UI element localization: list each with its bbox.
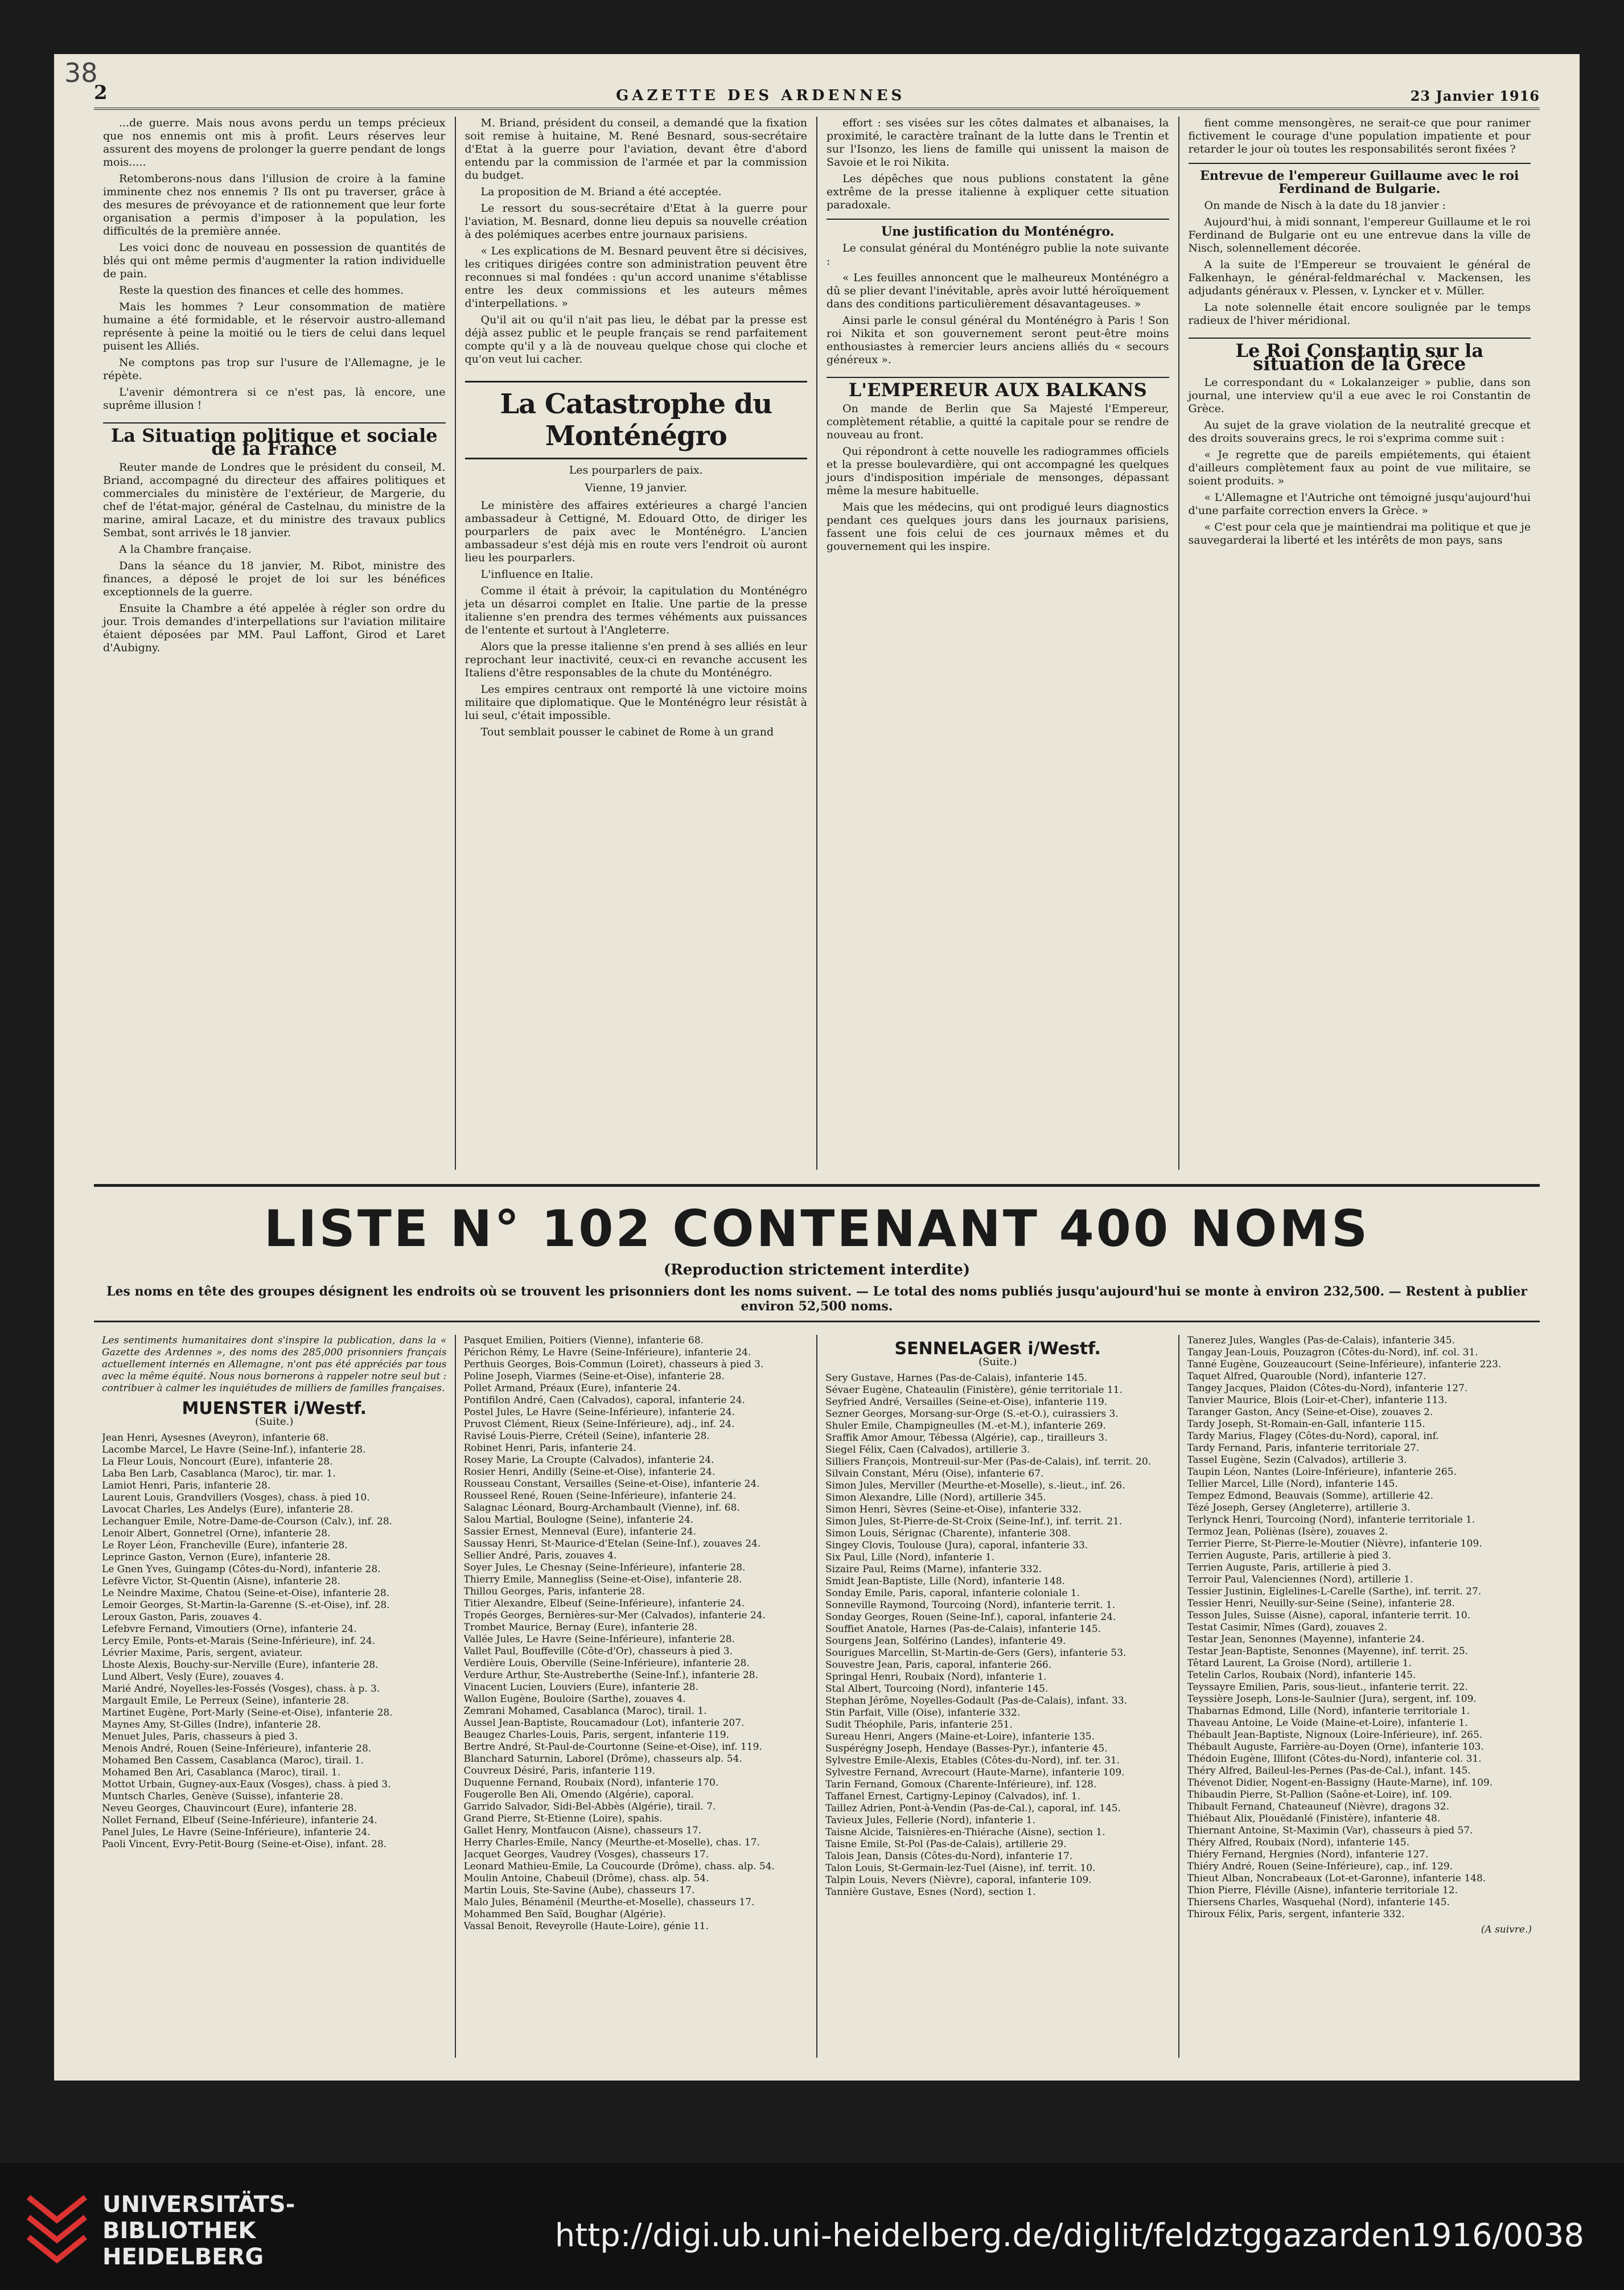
list-item: Laurent Louis, Grandvillers (Vosges), chass. à pied 10. — [102, 1492, 370, 1503]
list-item: Tardy Fernand, Paris, infanterie territoriale 27. — [1187, 1442, 1420, 1454]
list-item: Thieut Alban, Noncrabeaux (Lot-et-Garonne), infanterie 148. — [1187, 1873, 1486, 1884]
list-item: Malo Jules, Bénaménil (Meurthe-et-Moselle), chasseurs 17. — [463, 1897, 755, 1908]
list-item: Thiéry Fernand, Hergnies (Nord), infanterie 127. — [1187, 1849, 1429, 1860]
list-item: Tesson Jules, Suisse (Aisne), caporal, infanterie territ. 10. — [1187, 1610, 1471, 1621]
list-item: Lefèvre Victor, St-Quentin (Aisne), infanterie 28. — [102, 1576, 340, 1587]
list-item: Testat Casimir, Nîmes (Gard), zouaves 2. — [1187, 1622, 1388, 1633]
list-item: Sassier Ernest, Menneval (Eure), infanterie 24. — [463, 1526, 697, 1537]
paragraph: Les dépêches que nous publions constatent la gêne extrême de la presse italienne à expliquer cette situation paradoxale. — [827, 172, 1169, 211]
list-item: Rousseau Constant, Versailles (Seine-et-Oise), infanterie 24. — [463, 1478, 760, 1490]
list-item: Tellier Marcel, Lille (Nord), infanterie 145. — [1187, 1478, 1398, 1490]
list-item: Stin Parfait, Ville (Oise), infanterie 332. — [825, 1707, 1021, 1718]
list-item: Tropés Georges, Bernières-sur-Mer (Calvados), infanterie 24. — [463, 1610, 766, 1621]
article-columns — [94, 117, 1540, 1170]
paragraph: Mais que les médecins, qui ont prodigué leurs diagnostics pendant ces quelques jours dans les journaux parisiens, fassent une fois celui de ces journaux mêmes et du gouvernement qui les inspire. — [827, 501, 1169, 553]
list-item: Taisne Alcide, Taisnières-en-Thiérache (Aisne), section 1. — [825, 1827, 1105, 1838]
list-item: Tessier Justinin, Eiglelines-L-Carelle (Sarthe), inf. territ. 27. — [1187, 1586, 1482, 1597]
list-item: Souffiet Anatole, Harnes (Pas-de-Calais), infanterie 145. — [825, 1623, 1101, 1635]
list-item: Thabarnas Edmond, Lille (Nord), infanterie territoriale 1. — [1187, 1705, 1470, 1717]
university-line-3: HEIDELBERG — [102, 2244, 264, 2270]
list-item: Thébault Jean-Baptiste, Nignoux (Loire-Inférieure), inf. 265. — [1187, 1729, 1483, 1741]
list-item: Thiéry André, Rouen (Seine-Inférieure), cap., inf. 129. — [1187, 1861, 1453, 1872]
list-item: Thébault Auguste, Farrière-au-Doyen (Orne), infanterie 103. — [1187, 1741, 1484, 1753]
list-item: Verdière Louis, Oberville (Seine-Inférieure), infanterie 28. — [463, 1658, 750, 1669]
list-item: Tardy Marius, Flagey (Côtes-du-Nord), caporal, inf. — [1187, 1430, 1439, 1442]
paragraph: M. Briand, président du conseil, a demandé que la fixation soit remise à huitaine, M. René Besnard, sous-secrétaire d'Etat à la guerre pour l'aviation, devant être d'abord entendu par la commission de l'armée et par la commission du budget. — [464, 117, 807, 182]
list-item: Duquenne Fernand, Roubaix (Nord), infanterie 170. — [463, 1777, 719, 1789]
list-item: Jean Henri, Aysesnes (Aveyron), infanterie 68. — [102, 1432, 329, 1444]
paragraph: Les voici donc de nouveau en possession de quantités de blés qui ont même permis d'augmenter la ration individuelle de pain. — [103, 241, 446, 280]
list-item: Lacombe Marcel, Le Havre (Seine-Inf.), infanterie 28. — [102, 1444, 366, 1456]
list-item: Springal Henri, Roubaix (Nord), infanterie 1. — [825, 1671, 1047, 1683]
list-item: Tanvier Maurice, Blois (Loir-et-Cher), infanterie 113. — [1187, 1395, 1448, 1406]
paragraph: Ensuite la Chambre a été appelée à régler son ordre du jour. Trois demandes d'interpellations sur l'aviation militaire étaient déposées par MM. Paul Laffont, Girod et Laret d'Aubigny. — [103, 602, 446, 654]
list-item: Marié André, Noyelles-les-Fossés (Vosges), chass. à p. 3. — [102, 1683, 380, 1695]
list-item: Bertre André, St-Paul-de-Courtonne (Seine-et-Oise), inf. 119. — [463, 1741, 762, 1753]
list-item: Sraffik Amor Amour, Tébessa (Algérie), cap., tirailleurs 3. — [825, 1432, 1108, 1444]
list-item: Lefebvre Fernand, Vimoutiers (Orne), infanterie 24. — [102, 1623, 357, 1635]
list-item: Teyssayre Emilien, Paris, sous-lieut., infanterie territ. 22. — [1187, 1681, 1468, 1693]
list-intro: Les sentiments humanitaires dont s'inspire la publication, dans la « Gazette des Ardennes », des noms des 285,000 prisonniers français actuellement internés en Allemagne, n'ont pas été appréciés par tous avec la même équité. Nous nous bornerons à rappeler notre seul but : contribuer à calmer les inquiétudes de milliers de familles françaises. — [102, 1335, 447, 1394]
paragraph: Alors que la presse italienne s'en prend à ses alliés en leur reprochant leur inactivité, ceux-ci en revanche accusent les Italiens d'être responsables de la chute du Monténégro. — [464, 640, 807, 679]
article-subheading: Les pourparlers de paix. — [569, 464, 703, 476]
paragraph: Le correspondant du « Lokalanzeiger » publie, dans son journal, une interview qu'il a eue avec le roi Constantin de Grèce. — [1188, 376, 1531, 415]
list-item: Talon Louis, St-Germain-lez-Tuel (Aisne), inf. territ. 10. — [825, 1863, 1096, 1874]
list-item: Thévenot Didier, Nogent-en-Bassigny (Haute-Marne), inf. 109. — [1187, 1777, 1493, 1789]
paragraph: Reuter mande de Londres que le président du conseil, M. Briand, accompagné du directeur des affaires politiques et commerciales du ministère de l'extérieur, de Margerie, du chef de l'état-major, général de Castelnau, du ministre de la marine, amiral Lacaze, et du ministre des travaux publics Sembat, sont arrivés le 18 janvier. — [103, 461, 446, 539]
list-item: Termoz Jean, Poliènas (Isère), zouaves 2. — [1187, 1526, 1388, 1537]
article-headline: La Catastrophe du Monténégro — [465, 381, 808, 459]
paragraph: L'influence en Italie. — [480, 568, 594, 581]
list-item: Taffanel Ernest, Cartigny-Lepinoy (Calvados), inf. 1. — [825, 1791, 1081, 1802]
paragraph: Dans la séance du 18 janvier, M. Ribot, ministre des finances, a déposé le projet de loi sur les bénéfices exceptionnels de la guerre. — [103, 560, 446, 598]
list-item: Menuet Jules, Paris, chasseurs à pied 3. — [102, 1731, 298, 1742]
list-item: Le Royer Léon, Francheville (Eure), infanterie 28. — [102, 1540, 348, 1551]
section-heading: Une justification du Monténégro. — [827, 219, 1169, 239]
paragraph: « Les explications de M. Besnard peuvent être si décisives, les critiques dirigées contre son administration peuvent être reconnues si mal fondées : qu'un accord unanime s'établisse entre les deux commissions et les auteurs mêmes d'interpellations. » — [464, 245, 807, 310]
list-item: Sourgens Jean, Solférino (Landes), infanterie 49. — [825, 1635, 1066, 1647]
list-item: Herry Charles-Emile, Nancy (Meurthe-et-Moselle), chas. 17. — [463, 1837, 760, 1848]
list-item: Vallée Jules, Le Havre (Seine-Inférieure), infanterie 28. — [463, 1634, 735, 1645]
list-item: Jacquet Georges, Vaudrey (Vosges), chasseurs 17. — [463, 1849, 709, 1860]
paragraph: Tout semblait pousser le cabinet de Rome à un grand — [480, 726, 774, 738]
paragraph: On mande de Berlin que Sa Majesté l'Empereur, complètement rétablie, a quitté la capitale pour se rendre de nouveau au front. — [827, 402, 1169, 441]
list-item: Talpin Louis, Nevers (Nièvre), caporal, infanterie 109. — [825, 1874, 1092, 1886]
list-item: Neveu Georges, Chauvincourt (Eure), infanterie 28. — [102, 1803, 357, 1814]
list-item: Terroir Paul, Valenciennes (Nord), artillerie 1. — [1187, 1574, 1413, 1585]
list-item: Lévrier Maxime, Paris, sergent, aviateur. — [102, 1647, 303, 1659]
prisoner-list-columns — [94, 1335, 1540, 2058]
list-item: Postel Jules, Le Havre (Seine-Inférieure), infanterie 24. — [463, 1407, 735, 1418]
list-item: Couvreux Désiré, Paris, infanterie 119. — [463, 1765, 655, 1777]
list-item: Silvain Constant, Méru (Oise), infanterie 67. — [825, 1468, 1044, 1479]
list-item: Lercy Emile, Ponts-et-Marais (Seine-Inférieure), inf. 24. — [102, 1635, 376, 1647]
university-line-1: UNIVERSITÄTS- — [102, 2192, 295, 2218]
list-column-2 — [456, 1335, 818, 2058]
list-item: Blanchard Saturnin, Laborel (Drôme), chasseurs alp. 54. — [463, 1753, 742, 1765]
list-item: Thillou Georges, Paris, infanterie 28. — [463, 1586, 645, 1597]
list-item: Suspérégny Joseph, Hendaye (Basses-Pyr.), infanterie 45. — [825, 1743, 1108, 1754]
source-url-link[interactable]: http://digi.ub.uni-heidelberg.de/diglit/feldztggazarden1916/0038 — [554, 2217, 1584, 2254]
list-item: Pruvost Clément, Rieux (Seine-Inférieure), adj., inf. 24. — [463, 1419, 735, 1430]
paragraph: Reste la question des finances et celle des hommes. — [119, 284, 404, 297]
continued-label: (Suite.) — [978, 1356, 1017, 1368]
continued-label: (Suite.) — [255, 1416, 294, 1428]
list-item: Tangay Jean-Louis, Pouzagron (Côtes-du-Nord), inf. col. 31. — [1187, 1347, 1478, 1358]
paragraph: effort : ses visées sur les côtes dalmates et albanaises, la proximité, le caractère traînant de la lutte dans le Trentin et sur l'Isonzo, les liens de famille qui unissent la maison de Savoie et le roi Nikita. — [827, 117, 1169, 168]
paragraph: A la Chambre française. — [119, 543, 252, 556]
list-item: Thiébaut Alix, Plouëdanlé (Finistère), infanterie 48. — [1187, 1813, 1441, 1824]
list-item: Le Neindre Maxime, Chatou (Seine-et-Oise), infanterie 28. — [102, 1588, 390, 1599]
list-item: Simon Jules, Merviller (Meurthe-et-Moselle), s.-lieut., inf. 26. — [825, 1480, 1125, 1491]
list-item: Tempez Edmond, Beauvais (Somme), artillerie 42. — [1187, 1490, 1434, 1502]
list-item: Sezner Georges, Morsang-sur-Orge (S.-et-O.), cuirassiers 3. — [825, 1408, 1119, 1420]
list-item: Tetelin Carlos, Roubaix (Nord), infanterie 145. — [1187, 1670, 1416, 1681]
list-item: Simon Jules, St-Pierre-de-St-Croix (Seine-Inf.), inf. territ. 21. — [825, 1516, 1123, 1527]
list-item: Souvestre Jean, Paris, caporal, infanterie 266. — [825, 1659, 1052, 1671]
list-item: Stal Albert, Tourcoing (Nord), infanterie 145. — [825, 1683, 1049, 1695]
page-header — [94, 81, 1540, 110]
list-item: Salagnac Léonard, Bourg-Archambault (Vienne), inf. 68. — [463, 1502, 740, 1514]
list-column-4 — [1179, 1335, 1540, 2058]
list-item: Stephan Jérôme, Noyelles-Godault (Pas-de-Calais), infant. 33. — [825, 1695, 1128, 1707]
column-1 — [94, 117, 456, 1170]
list-item: Sureau Henri, Angers (Maine-et-Loire), infanterie 135. — [825, 1731, 1095, 1742]
library-footer — [0, 2163, 1624, 2290]
list-item: Le Gnen Yves, Guingamp (Côtes-du-Nord), infanterie 28. — [102, 1564, 381, 1575]
dateline: Vienne, 19 janvier. — [585, 482, 687, 494]
section-heading: La Situation politique et sociale de la France — [103, 422, 446, 455]
list-item: Martinet Eugène, Port-Marly (Seine-et-Oise), infanterie 28. — [102, 1707, 393, 1718]
list-item: Smidt Jean-Baptiste, Lille (Nord), infanterie 148. — [825, 1576, 1066, 1587]
list-item: Thiersens Charles, Wasquehal (Nord), infanterie 145. — [1187, 1897, 1450, 1908]
column-3 — [817, 117, 1179, 1170]
paragraph: L'avenir démontrera si ce n'est pas, là encore, une suprême illusion ! — [103, 386, 446, 412]
list-item: Mohamed Ben Ari, Casablanca (Maroc), tirail. 1. — [102, 1767, 341, 1778]
paragraph: Qu'il ait ou qu'il n'ait pas lieu, le débat par la presse est déjà assez public et le peuple français se rend parfaitement compte qu'il y a là de nouveau quelque chose qui cloche et qu'on veut lui cacher. — [464, 314, 807, 365]
list-item: Sery Gustave, Harnes (Pas-de-Calais), infanterie 145. — [825, 1372, 1088, 1384]
list-item: Vassal Benoit, Reveyrolle (Haute-Loire), génie 11. — [463, 1921, 709, 1932]
list-item: Wallon Eugène, Bouloire (Sarthe), zouaves 4. — [463, 1693, 686, 1705]
list-item: Rousseel René, Rouen (Seine-Inférieure), infanterie 24. — [463, 1490, 737, 1502]
list-item: Garrido Salvador, Sidi-Bel-Abbès (Algérie), tirail. 7. — [463, 1801, 716, 1812]
camp-heading: MUENSTER i/Westf. — [182, 1399, 367, 1419]
list-item: Simon Henri, Sèvres (Seine-et-Oise), infanterie 332. — [825, 1504, 1082, 1515]
list-item: Saussay Henri, St-Maurice-d'Etelan (Seine-Inf.), zouaves 24. — [463, 1538, 761, 1549]
list-item: Menois André, Rouen (Seine-Inférieure), infanterie 28. — [102, 1743, 372, 1754]
list-item: Taranger Gaston, Ancy (Seine-et-Oise), zouaves 2. — [1187, 1407, 1433, 1418]
list-item: Lamiot Henri, Paris, infanterie 28. — [102, 1480, 271, 1491]
list-title: LISTE N° 102 CONTENANT 400 NOMS — [264, 1199, 1370, 1258]
list-item: Thédoin Eugène, Illifont (Côtes-du-Nord), infanterie col. 31. — [1187, 1753, 1482, 1765]
list-item: Sylvestre Fernand, Avrecourt (Haute-Marne), infanterie 109. — [825, 1767, 1125, 1778]
paragraph: Qui répondront à cette nouvelle les radiogrammes officiels et la presse boulevardière, qui ont accompagné les quelques jours d'indisposition impériale de mensonges, dépassant même la mesure habituelle. — [827, 445, 1169, 497]
list-item: Mohamed Ben Cassem, Casablanca (Maroc), tirail. 1. — [102, 1755, 364, 1766]
list-item: Lechanguer Emile, Notre-Dame-de-Courson (Calv.), inf. 28. — [102, 1516, 393, 1527]
list-item: Robinet Henri, Paris, infanterie 24. — [463, 1442, 636, 1454]
list-item: Titier Alexandre, Elbeuf (Seine-Inférieure), infanterie 24. — [463, 1598, 745, 1609]
section-heading: Entrevue de l'empereur Guillaume avec le roi Ferdinand de Bulgarie. — [1189, 163, 1531, 196]
paragraph: Le consulat général du Monténégro publie la note suivante : — [827, 242, 1169, 268]
list-item: Lemoir Georges, St-Martin-la-Garenne (S.-et-Oise), inf. 28. — [102, 1600, 390, 1611]
list-item: Pasquet Emilien, Poitiers (Vienne), infanterie 68. — [463, 1335, 704, 1346]
list-item: Thiroux Félix, Paris, sergent, infanterie 332. — [1187, 1909, 1405, 1920]
paragraph: A la suite de l'Empereur se trouvaient le général de Falkenhayn, le général-feldmaréchal v. Mackensen, les adjudants généraux v. Plessen, v. Lyncker et v. Müller. — [1188, 258, 1531, 297]
paragraph: Ne comptons pas trop sur l'usure de l'Allemagne, je le répète. — [103, 356, 446, 382]
paragraph: On mande de Nisch à la date du 18 janvier : — [1204, 199, 1446, 212]
list-item: Muntsch Charles, Genève (Suisse), infanterie 28. — [102, 1791, 344, 1802]
paragraph: Mais les hommes ? Leur consommation de matière humaine a été formidable, et le réservoir austro-allemand représente à peine la moitié ou le tiers de celui dans lequel puisent les Alliés. — [103, 301, 446, 352]
list-item: Sévaer Eugène, Chateaulin (Finistère), génie territoriale 11. — [825, 1384, 1123, 1396]
issue-date: 23 Janvier 1916 — [1410, 88, 1540, 104]
list-item: Tézé Joseph, Gersey (Angleterre), artillerie 3. — [1187, 1502, 1411, 1514]
list-item: Sudit Théophile, Paris, infanterie 251. — [825, 1719, 1013, 1730]
list-item: Tardy Joseph, St-Romain-en-Gall, infanterie 115. — [1187, 1419, 1425, 1430]
list-item: Lenoir Albert, Gonnetrel (Orne), infanterie 28. — [102, 1528, 331, 1539]
list-item: Tassel Eugène, Sezin (Calvados), artillerie 3. — [1187, 1454, 1407, 1466]
list-item: Thion Pierre, Fléville (Aisne), infanterie territoriale 12. — [1187, 1885, 1458, 1896]
list-item: Terrien Auguste, Paris, artillerie à pied 3. — [1187, 1562, 1391, 1573]
list-item: Théry Alfred, Baileul-les-Pernes (Pas-de-Cal.), infant. 145. — [1187, 1765, 1471, 1777]
list-item: Sonneville Raymond, Tourcoing (Nord), infanterie territ. 1. — [825, 1600, 1116, 1611]
list-item: Verdure Arthur, Ste-Austreberthe (Seine-Inf.), infanterie 28. — [463, 1670, 759, 1681]
to-be-continued: (A suivre.) — [1481, 1924, 1532, 1935]
list-item: Zemrani Mohamed, Casablanca (Maroc), tirail. 1. — [463, 1705, 707, 1717]
paragraph: Les empires centraux ont remporté là une victoire moins militaire que diplomatique. Que le Monténégro leur résistât à lui seul, c'était impossible. — [464, 683, 807, 722]
list-item: Taisne Emile, St-Pol (Pas-de-Calais), artillerie 29. — [825, 1839, 1067, 1850]
list-item: Gallet Henry, Montfaucon (Aisne), chasseurs 17. — [463, 1825, 702, 1836]
list-item: Tarin Fernand, Gomoux (Charente-Inférieure), inf. 128. — [825, 1779, 1097, 1790]
list-item: Margault Emile, Le Perreux (Seine), infanterie 28. — [102, 1695, 350, 1707]
list-item: Rosey Marie, La Croupte (Calvados), infanterie 24. — [463, 1454, 714, 1466]
list-item: Tanerez Jules, Wangles (Pas-de-Calais), infanterie 345. — [1187, 1335, 1456, 1346]
list-item: Talois Jean, Dansis (Côtes-du-Nord), infanterie 17. — [825, 1851, 1073, 1862]
paragraph: fient comme mensongères, ne serait-ce que pour ranimer fictivement le courage d'une population impatiente et pour retarder le jour où toutes les responsabilités seront fixées ? — [1188, 117, 1531, 155]
list-item: Moulin Antoine, Chabeuil (Drôme), chass. alp. 54. — [463, 1873, 709, 1884]
paragraph: « C'est pour cela que je maintiendrai ma politique et que je sauvegarderai la liberté et les intérêts de mon pays, sans — [1188, 521, 1531, 546]
list-item: Thiernant Antoine, St-Maximin (Var), chasseurs à pied 57. — [1187, 1825, 1473, 1836]
list-item: Poline Joseph, Viarmes (Seine-et-Oise), infanterie 28. — [463, 1371, 725, 1382]
list-item: Thierry Emile, Mannegliss (Seine-et-Oise), infanterie 28. — [463, 1574, 742, 1585]
list-item: Tangey Jacques, Plaidon (Côtes-du-Nord), infanterie 127. — [1187, 1383, 1468, 1394]
list-item: Tavieux Jules, Fellerie (Nord), infanterie 1. — [825, 1815, 1035, 1826]
university-name — [102, 2192, 295, 2270]
list-item: Pontifilon André, Caen (Calvados), caporal, infanterie 24. — [463, 1395, 745, 1406]
list-item: Thibaudin Pierre, St-Pallion (Saône-et-Loire), inf. 109. — [1187, 1789, 1453, 1800]
list-item: Sourigues Marcellin, St-Martin-de-Gers (Gers), infanterie 53. — [825, 1647, 1126, 1659]
list-item: Tanné Eugène, Gouzeaucourt (Seine-Inférieure), infanterie 223. — [1187, 1359, 1502, 1370]
paragraph: Retomberons-nous dans l'illusion de croire à la famine imminente chez nos ennemis ? Ils ont pu traverser, grâce à des mesures de prévoyance et de rationnement que leur forte organisation a permis d'imposer à la population, les difficultés de la première année. — [103, 172, 446, 237]
list-item: Soyer Jules, Le Chesnay (Seine-Inférieure), infanterie 28. — [463, 1562, 746, 1573]
list-item: Leroux Gaston, Paris, zouaves 4. — [102, 1611, 262, 1623]
newspaper-page — [54, 54, 1580, 2081]
list-item: Simon Alexandre, Lille (Nord), artillerie 345. — [825, 1492, 1046, 1503]
list-item: Périchon Rémy, Le Havre (Seine-Inférieure), infanterie 24. — [463, 1347, 751, 1358]
list-item: Vallet Paul, Bouffeville (Côte-d'Or), chasseurs à pied 3. — [463, 1646, 733, 1657]
list-item: Beaugez Charles-Louis, Paris, sergent, infanterie 119. — [463, 1729, 729, 1741]
list-item: Perthuis Georges, Bois-Commun (Loiret), chasseurs à pied 3. — [463, 1359, 764, 1370]
list-item: Teyssière Joseph, Lons-le-Saulnier (Jura), sergent, inf. 109. — [1187, 1693, 1477, 1705]
paragraph: Au sujet de la grave violation de la neutralité grecque et des droits souverains grecs, le roi s'exprima comme suit : — [1188, 419, 1531, 445]
list-item: Testar Jean-Baptiste, Senonnes (Mayenne), inf. territ. 25. — [1187, 1646, 1469, 1657]
list-item: Singey Clovis, Toulouse (Jura), caporal, infanterie 33. — [825, 1540, 1088, 1551]
list-column-1 — [94, 1335, 456, 2058]
list-item: Terlynck Henri, Tourcoing (Nord), infanterie territoriale 1. — [1187, 1514, 1475, 1526]
camp-heading: SENNELAGER i/Westf. — [894, 1339, 1101, 1359]
university-line-2: BIBLIOTHEK — [102, 2218, 256, 2244]
list-item: Leprince Gaston, Vernon (Eure), infanterie 28. — [102, 1552, 331, 1563]
list-item: Maynes Amy, St-Gilles (Indre), infanterie 28. — [102, 1719, 321, 1730]
list-item: Terrien Auguste, Paris, artillerie à pied 3. — [1187, 1550, 1391, 1561]
paragraph: La proposition de M. Briand a été acceptée. — [480, 186, 722, 198]
list-item: Tannière Gustave, Esnes (Nord), section 1. — [825, 1886, 1036, 1898]
list-item: Silliers François, Montreuil-sur-Mer (Pas-de-Calais), inf. territ. 20. — [825, 1456, 1152, 1467]
list-item: Rosier Henri, Andilly (Seine-et-Oise), infanterie 24. — [463, 1466, 716, 1478]
list-item: Salou Martial, Boulogne (Seine), infanterie 24. — [463, 1514, 694, 1526]
paragraph: ...de guerre. Mais nous avons perdu un temps précieux que nos ennemis ont mis à profit. Leurs réserves leur assurent des moyens de prolonger la guerre pendant de longs mois..... — [103, 117, 446, 168]
list-item: Pollet Armand, Préaux (Eure), infanterie 24. — [463, 1383, 681, 1394]
list-item: Nollet Fernand, Elbeuf (Seine-Inférieure), infanterie 24. — [102, 1815, 377, 1826]
article-headline: L'EMPEREUR AUX BALKANS — [827, 377, 1169, 397]
paragraph: La note solennelle était encore soulignée par le temps radieux de l'hiver méridional. — [1188, 301, 1531, 327]
list-item: Thaveau Antoine, Le Voide (Maine-et-Loire), infanterie 1. — [1187, 1717, 1468, 1729]
list-item: Lavocat Charles, Les Andelys (Eure), infanterie 28. — [102, 1504, 353, 1515]
list-item: Panel Jules, Le Havre (Seine-Inférieure), infanterie 24. — [102, 1827, 371, 1838]
list-item: Taquet Alfred, Quarouble (Nord), infanterie 127. — [1187, 1371, 1426, 1382]
prisoner-list-header — [94, 1184, 1540, 1322]
list-item: Seyfried André, Versailles (Seine-et-Oise), infanterie 119. — [825, 1396, 1108, 1408]
paragraph: « Les feuilles annoncent que le malheureux Monténégro a dû se plier devant l'inévitable, après avoir lutté héroïquement dans des conditions particulièrement désavantageuses. » — [827, 272, 1169, 310]
list-item: Grand Pierre, St-Etienne (Loire), spahis. — [463, 1813, 663, 1824]
list-item: Martin Louis, Ste-Savine (Aube), chasseurs 17. — [463, 1885, 695, 1896]
column-4 — [1179, 117, 1540, 1170]
university-logo-icon — [17, 2186, 97, 2271]
list-item: Leonard Mathieu-Emile, La Coucourde (Drôme), chass. alp. 54. — [463, 1861, 775, 1872]
list-item: Siegel Félix, Caen (Calvados), artillerie 3. — [825, 1444, 1030, 1456]
list-item: Sonday Emile, Paris, caporal, infanterie coloniale 1. — [825, 1588, 1080, 1599]
paragraph: Comme il était à prévoir, la capitulation du Monténégro jeta un désarroi complet en Italie. Une partie de la presse italienne s'en prendra des termes véhéments aux puissances de l'entente et surtout à l'Angleterre. — [464, 585, 807, 636]
paragraph: Aujourd'hui, à midi sonnant, l'empereur Guillaume et le roi Ferdinand de Bulgarie ont eu une entrevue dans la ville de Nisch, solennellement décorée. — [1188, 216, 1531, 254]
list-item: Shuler Emile, Champigneulles (M.-et-M.), infanterie 269. — [825, 1420, 1106, 1432]
list-item: Laba Ben Larb, Casablanca (Maroc), tir. mar. 1. — [102, 1468, 336, 1479]
list-item: Sonday Georges, Rouen (Seine-Inf.), caporal, infanterie 24. — [825, 1611, 1116, 1623]
list-item: Lund Albert, Vesly (Eure), zouaves 4. — [102, 1671, 284, 1683]
list-item: Fougerolle Ben Ali, Omendo (Algérie), caporal. — [463, 1789, 694, 1800]
list-item: Théry Alfred, Roubaix (Nord), infanterie 145. — [1187, 1837, 1410, 1848]
list-item: Vinacent Lucien, Louviers (Eure), infanterie 28. — [463, 1681, 698, 1693]
list-item: Terrier Pierre, St-Pierre-le-Moutier (Nièvre), infanterie 109. — [1187, 1538, 1482, 1549]
list-item: Taillez Adrien, Pont-à-Vendin (Pas-de-Cal.), caporal, inf. 145. — [825, 1803, 1121, 1814]
column-2 — [456, 117, 818, 1170]
list-item: Sizaire Paul, Reims (Marne), infanterie 332. — [825, 1564, 1042, 1575]
list-item: Lhoste Alexis, Bouchy-sur-Nerville (Eure), infanterie 28. — [102, 1659, 379, 1671]
masthead: GAZETTE DES ARDENNES — [616, 87, 906, 104]
list-item: Paoli Vincent, Evry-Petit-Bourg (Seine-et-Oise), infant. 28. — [102, 1839, 387, 1850]
list-item: Sylvestre Emile-Alexis, Etables (Côtes-du-Nord), inf. ter. 31. — [825, 1755, 1120, 1766]
paragraph: « L'Allemagne et l'Autriche ont témoigné jusqu'aujourd'hui d'une parfaite correction envers la Grèce. » — [1188, 491, 1531, 517]
list-item: Mohammed Ben Saïd, Boughar (Algérie). — [463, 1909, 666, 1920]
list-item: Aussel Jean-Baptiste, Roucamadour (Lot), infanterie 207. — [463, 1717, 745, 1729]
list-item: Sellier André, Paris, zouaves 4. — [463, 1550, 617, 1561]
list-item: La Fleur Louis, Noncourt (Eure), infanterie 28. — [102, 1456, 333, 1467]
paragraph: Ainsi parle le consul général du Monténégro à Paris ! Son roi Nikita et son gouvernement seront peut-être moins enthousiastes à remercier leurs anciens alliés du « secours généreux ». — [827, 314, 1169, 366]
list-item: Tessier Henri, Neuilly-sur-Seine (Seine), infanterie 28. — [1187, 1598, 1455, 1609]
list-column-3 — [817, 1335, 1179, 2058]
list-note: Les noms en tête des groupes désignent les endroits où se trouvent les prisonniers dont les noms suivent. — Le total des noms publiés jusqu'aujourd'hui se monte à environ 232,500. — Restent à publier environ 52,500 noms. — [94, 1284, 1540, 1322]
paragraph: « Je regrette que de pareils empiétements, qui étaient d'ailleurs complètement faux au point de vue militaire, se soient produits. » — [1188, 449, 1531, 487]
list-subtitle: (Reproduction strictement interdite) — [663, 1261, 971, 1278]
list-item: Trombet Maurice, Bernay (Eure), infanterie 28. — [463, 1622, 698, 1633]
paragraph: Le ressort du sous-secrétaire d'Etat à la guerre pour l'aviation, M. Besnard, donne lieu depuis sa nouvelle création à des polémiques acerbes entre journaux parisiens. — [464, 202, 807, 241]
list-item: Testar Jean, Senonnes (Mayenne), infanterie 24. — [1187, 1634, 1425, 1645]
list-item: Simon Louis, Sérignac (Charente), infanterie 308. — [825, 1528, 1071, 1539]
pencil-page-mark: 38 — [64, 57, 98, 88]
paragraph: Le ministère des affaires extérieures a chargé l'ancien ambassadeur à Cettigné, M. Edouard Otto, de diriger les pourparlers de paix avec le Monténégro. L'ancien ambassadeur s'est déjà mis en route vers l'endroit où auront lieu les pourparlers. — [464, 499, 807, 564]
list-item: Six Paul, Lille (Nord), infanterie 1. — [825, 1552, 995, 1563]
article-headline: Le Roi Constantin sur la situation de la Grèce — [1189, 338, 1531, 371]
list-item: Têtard Laurent, La Groise (Nord), artillerie 1. — [1187, 1658, 1412, 1669]
list-item: Thibault Fernand, Chateauneuf (Nièvre), dragons 32. — [1187, 1801, 1449, 1812]
list-item: Mottot Urbain, Gugney-aux-Eaux (Vosges), chass. à pied 3. — [102, 1779, 391, 1790]
list-item: Ravisé Louis-Pierre, Créteil (Seine), infanterie 28. — [463, 1430, 710, 1442]
page-number: 2 — [94, 81, 111, 104]
list-item: Taupin Léon, Nantes (Loire-Inférieure), infanterie 265. — [1187, 1466, 1457, 1478]
